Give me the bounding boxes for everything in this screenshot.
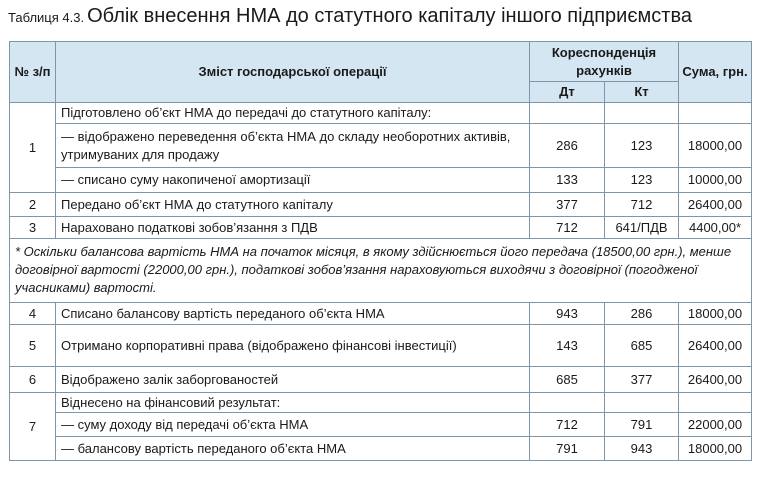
row-number: 6 xyxy=(10,367,56,393)
row-text: Отримано корпоративні права (відображено фінансові інвестиції) xyxy=(56,325,530,367)
credit-cell: 641/ПДВ xyxy=(605,217,679,239)
header-dt: Дт xyxy=(530,82,605,103)
table-row xyxy=(10,303,752,325)
debit-cell: 286 xyxy=(530,124,605,168)
table-row xyxy=(10,168,752,193)
row-text: Списано балансову вартість переданого об’єкта НМА xyxy=(56,303,530,325)
header-row xyxy=(10,42,752,82)
sum-cell: 4400,00* xyxy=(679,217,752,239)
header-kt: Кт xyxy=(605,82,679,103)
sum-cell: 22000,00 xyxy=(679,413,752,437)
caption-number: Таблиця 4.3. xyxy=(8,10,85,25)
table-row xyxy=(10,325,752,367)
credit-cell: 123 xyxy=(605,168,679,193)
row-text: Нараховано податкові зобов’язання з ПДВ xyxy=(56,217,530,239)
header-sum: Сума, грн. xyxy=(679,42,752,103)
debit-cell: 133 xyxy=(530,168,605,193)
credit-cell: 685 xyxy=(605,325,679,367)
row-text: — списано суму накопиченої амортизації xyxy=(56,168,530,193)
row-text: Передано об’єкт НМА до статутного капіталу xyxy=(56,193,530,217)
sum-cell: 26400,00 xyxy=(679,325,752,367)
table-row xyxy=(10,103,752,124)
row-heading: Підготовлено об’єкт НМА до передачі до статутного капіталу: xyxy=(56,103,530,124)
credit-cell: 712 xyxy=(605,193,679,217)
table-row xyxy=(10,393,752,413)
debit-cell: 685 xyxy=(530,367,605,393)
row-text: — балансову вартість переданого об’єкта НМА xyxy=(56,437,530,461)
row-number: 2 xyxy=(10,193,56,217)
debit-cell: 943 xyxy=(530,303,605,325)
row-heading: Віднесено на фінансовий результат: xyxy=(56,393,530,413)
row-number: 4 xyxy=(10,303,56,325)
header-content: Зміст господарської операції xyxy=(56,42,530,103)
sum-cell: 26400,00 xyxy=(679,193,752,217)
row-number: 3 xyxy=(10,217,56,239)
sum-cell: 18000,00 xyxy=(679,437,752,461)
table-row xyxy=(10,124,752,168)
debit-cell: 143 xyxy=(530,325,605,367)
table-row xyxy=(10,413,752,437)
credit-cell: 377 xyxy=(605,367,679,393)
caption-title: Облік внесення НМА до статутного капіталу іншого підприємства xyxy=(87,5,692,27)
row-number: 1 xyxy=(10,103,56,193)
row-number: 5 xyxy=(10,325,56,367)
footnote-text: * Оскільки балансова вартість НМА на початок місяця, в якому здійснюється його передача (18500,00 грн.), менше договірної вартості (22000,00 грн.), податкові зобов’язання нараховуються виходячи з договірної (погодженої учасниками) вартості. xyxy=(10,239,752,303)
debit-cell: 377 xyxy=(530,193,605,217)
table-row xyxy=(10,217,752,239)
table-caption xyxy=(8,5,692,28)
sum-cell: 26400,00 xyxy=(679,367,752,393)
sum-cell: 10000,00 xyxy=(679,168,752,193)
sum-cell: 18000,00 xyxy=(679,303,752,325)
debit-cell: 712 xyxy=(530,217,605,239)
footnote-row xyxy=(10,239,752,303)
debit-cell: 712 xyxy=(530,413,605,437)
row-text: — суму доходу від передачі об’єкта НМА xyxy=(56,413,530,437)
header-correspondence: Кореспонденція рахунків xyxy=(530,42,679,82)
header-no: № з/п xyxy=(10,42,56,103)
row-text: Відображено залік заборгованостей xyxy=(56,367,530,393)
accounting-table xyxy=(9,41,752,461)
row-number: 7 xyxy=(10,393,56,461)
row-text: — відображено переведення об’єкта НМА до складу необоротних активів, утримуваних для продажу xyxy=(56,124,530,168)
table-row xyxy=(10,437,752,461)
credit-cell: 791 xyxy=(605,413,679,437)
table-row xyxy=(10,193,752,217)
credit-cell: 286 xyxy=(605,303,679,325)
table-row xyxy=(10,367,752,393)
sum-cell: 18000,00 xyxy=(679,124,752,168)
credit-cell: 943 xyxy=(605,437,679,461)
debit-cell: 791 xyxy=(530,437,605,461)
credit-cell: 123 xyxy=(605,124,679,168)
